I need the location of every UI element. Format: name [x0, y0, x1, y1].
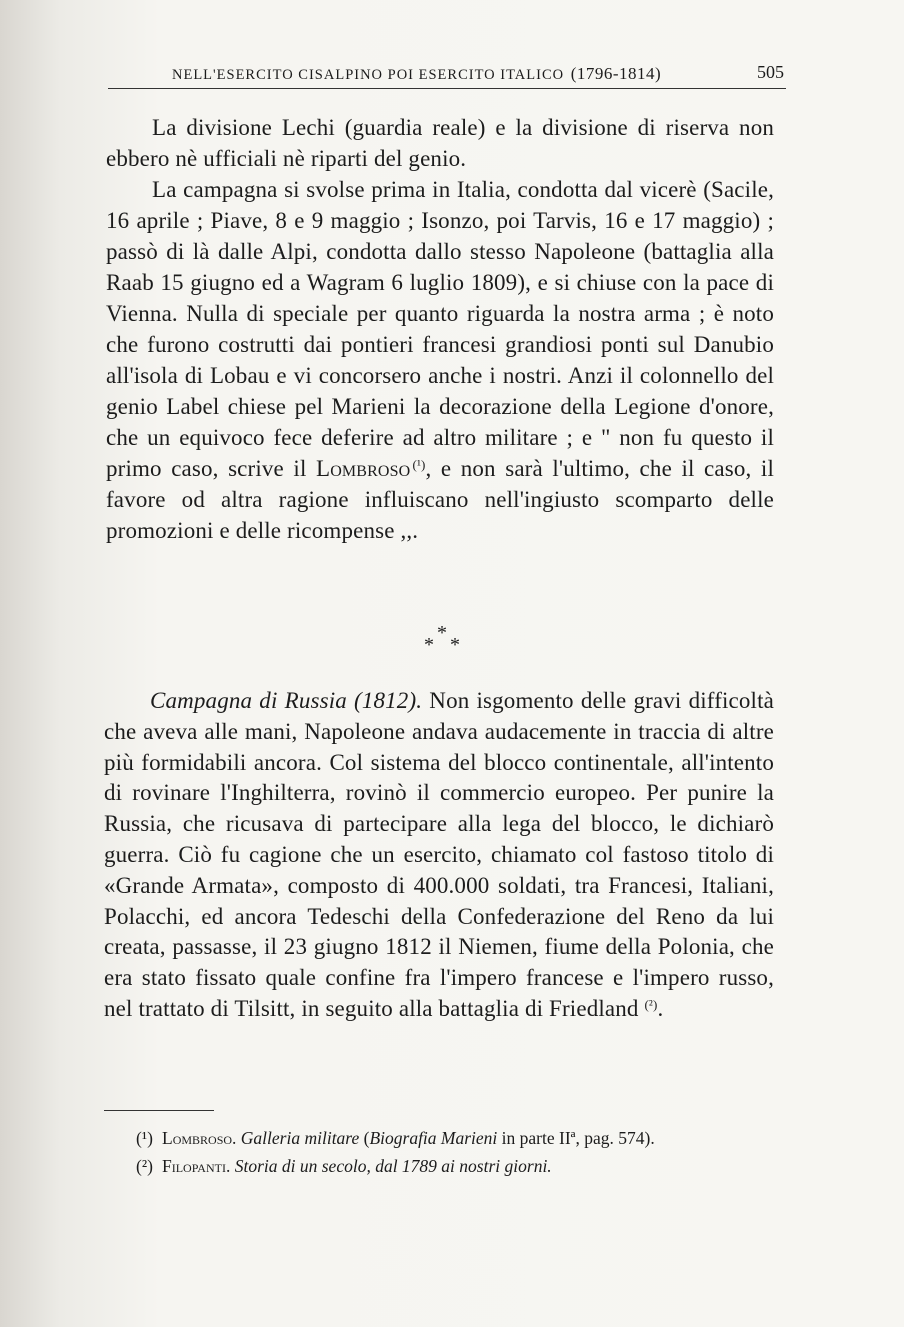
footnote-1-paren: (: [363, 1128, 370, 1148]
running-head-years: (1796-1814): [570, 64, 662, 83]
footnote-2-work: Storia di un secolo, dal 1789 ai nostri giorni.: [234, 1156, 552, 1176]
section-asterism: [418, 622, 468, 656]
footnote-ref-1: (¹): [412, 457, 426, 472]
footnote-1-mark: (¹): [136, 1128, 153, 1148]
paragraph-2: [106, 174, 774, 546]
footnote-2-author: Filopanti.: [162, 1156, 231, 1176]
running-head-text: NELL'ESERCITO CISALPINO POI ESERCITO ITALICO: [172, 67, 565, 83]
asterism-star-right: *: [450, 634, 460, 656]
asterism-star-top: *: [437, 622, 447, 644]
footnote-divider: [104, 1110, 214, 1111]
paragraph-3-text-end: .: [657, 995, 664, 1021]
page-number: 505: [757, 62, 784, 82]
footnote-ref-2: (²): [644, 996, 658, 1012]
footnote-1-author: Lombroso.: [162, 1128, 237, 1148]
asterism-star-left: *: [424, 634, 434, 656]
footnote-1-work: Galleria militare: [240, 1128, 360, 1148]
footnote-2: [136, 1152, 786, 1180]
footnote-2-mark: (²): [136, 1156, 153, 1176]
page-header: [108, 62, 786, 89]
cited-author: Lombroso: [316, 456, 411, 481]
running-head: [172, 64, 661, 84]
paragraph-2-text-end: , e non sarà l'ultimo, che il caso, il favore od altra ragione influiscano nell'ingiusto scomparto delle promozioni e delle ricompense ,,.: [106, 456, 774, 543]
footnotes: [136, 1124, 786, 1180]
body-text-lower: [104, 686, 774, 1025]
paragraph-3-text: Non isgomento delle gravi difficoltà che aveva alle mani, Napoleone andava audacemente in traccia di altre più formidabili ancora. Col sistema del blocco continentale, all'intento di rovinare l'Inghilterra, rovinò il commercio europeo. Per punire la Russia, che ricusava di partecipare alla lega del blocco, le dichiarò guerra. Ciò fu cagione che un esercito, chiamato col fastoso titolo di «Grande Armata», composto di 400.000 soldati, tra Francesi, Italiani, Polacchi, ed ancora Tedeschi della Confederazione del Reno da lui creata, passasse, il 23 giugno 1812 il Niemen, fiume della Polonia, che era stato fissato quale confine fra l'impero francese e l'impero russo, nel trattato di Tilsitt, in seguito alla battaglia di Friedland: [104, 688, 774, 1021]
footnote-1-detail-title: Biografia Marieni: [369, 1128, 498, 1148]
paragraph-2-text: La campagna si svolse prima in Italia, condotta dal vicerè (Sacile, 16 aprile ; Piave, 8 e 9 maggio ; Isonzo, poi Tarvis, 16 e 17 maggio) ; passò di là dalle Alpi, condotta dallo stesso Napoleone (battaglia alla Raab 15 giugno ed a Wagram 6 luglio 1809), e si chiuse con la pace di Vienna. Nulla di speciale per quanto riguarda la nostra arma ; è noto che furono costrutti dai pontieri francesi grandiosi ponti sul Danubio all'isola di Lobau e vi concorsero anche i nostri. Anzi il colonnello del genio Label chiese pel Marieni la decorazione della Legione d'onore, che un equivoco fece deferire ad altro militare ; e " non fu questo il primo caso, scrive il: [106, 177, 774, 481]
paragraph-1: La divisione Lechi (guardia reale) e la divisione di riserva non ebbero nè ufficiali nè riparti del genio.: [106, 115, 774, 171]
footnote-1-detail: in parte IIª, pag. 574).: [497, 1128, 655, 1148]
body-text-upper: [106, 112, 774, 546]
paragraph-3: [104, 686, 774, 1025]
footnote-1: [136, 1124, 786, 1152]
section-title: Campagna di Russia (1812).: [150, 688, 423, 713]
